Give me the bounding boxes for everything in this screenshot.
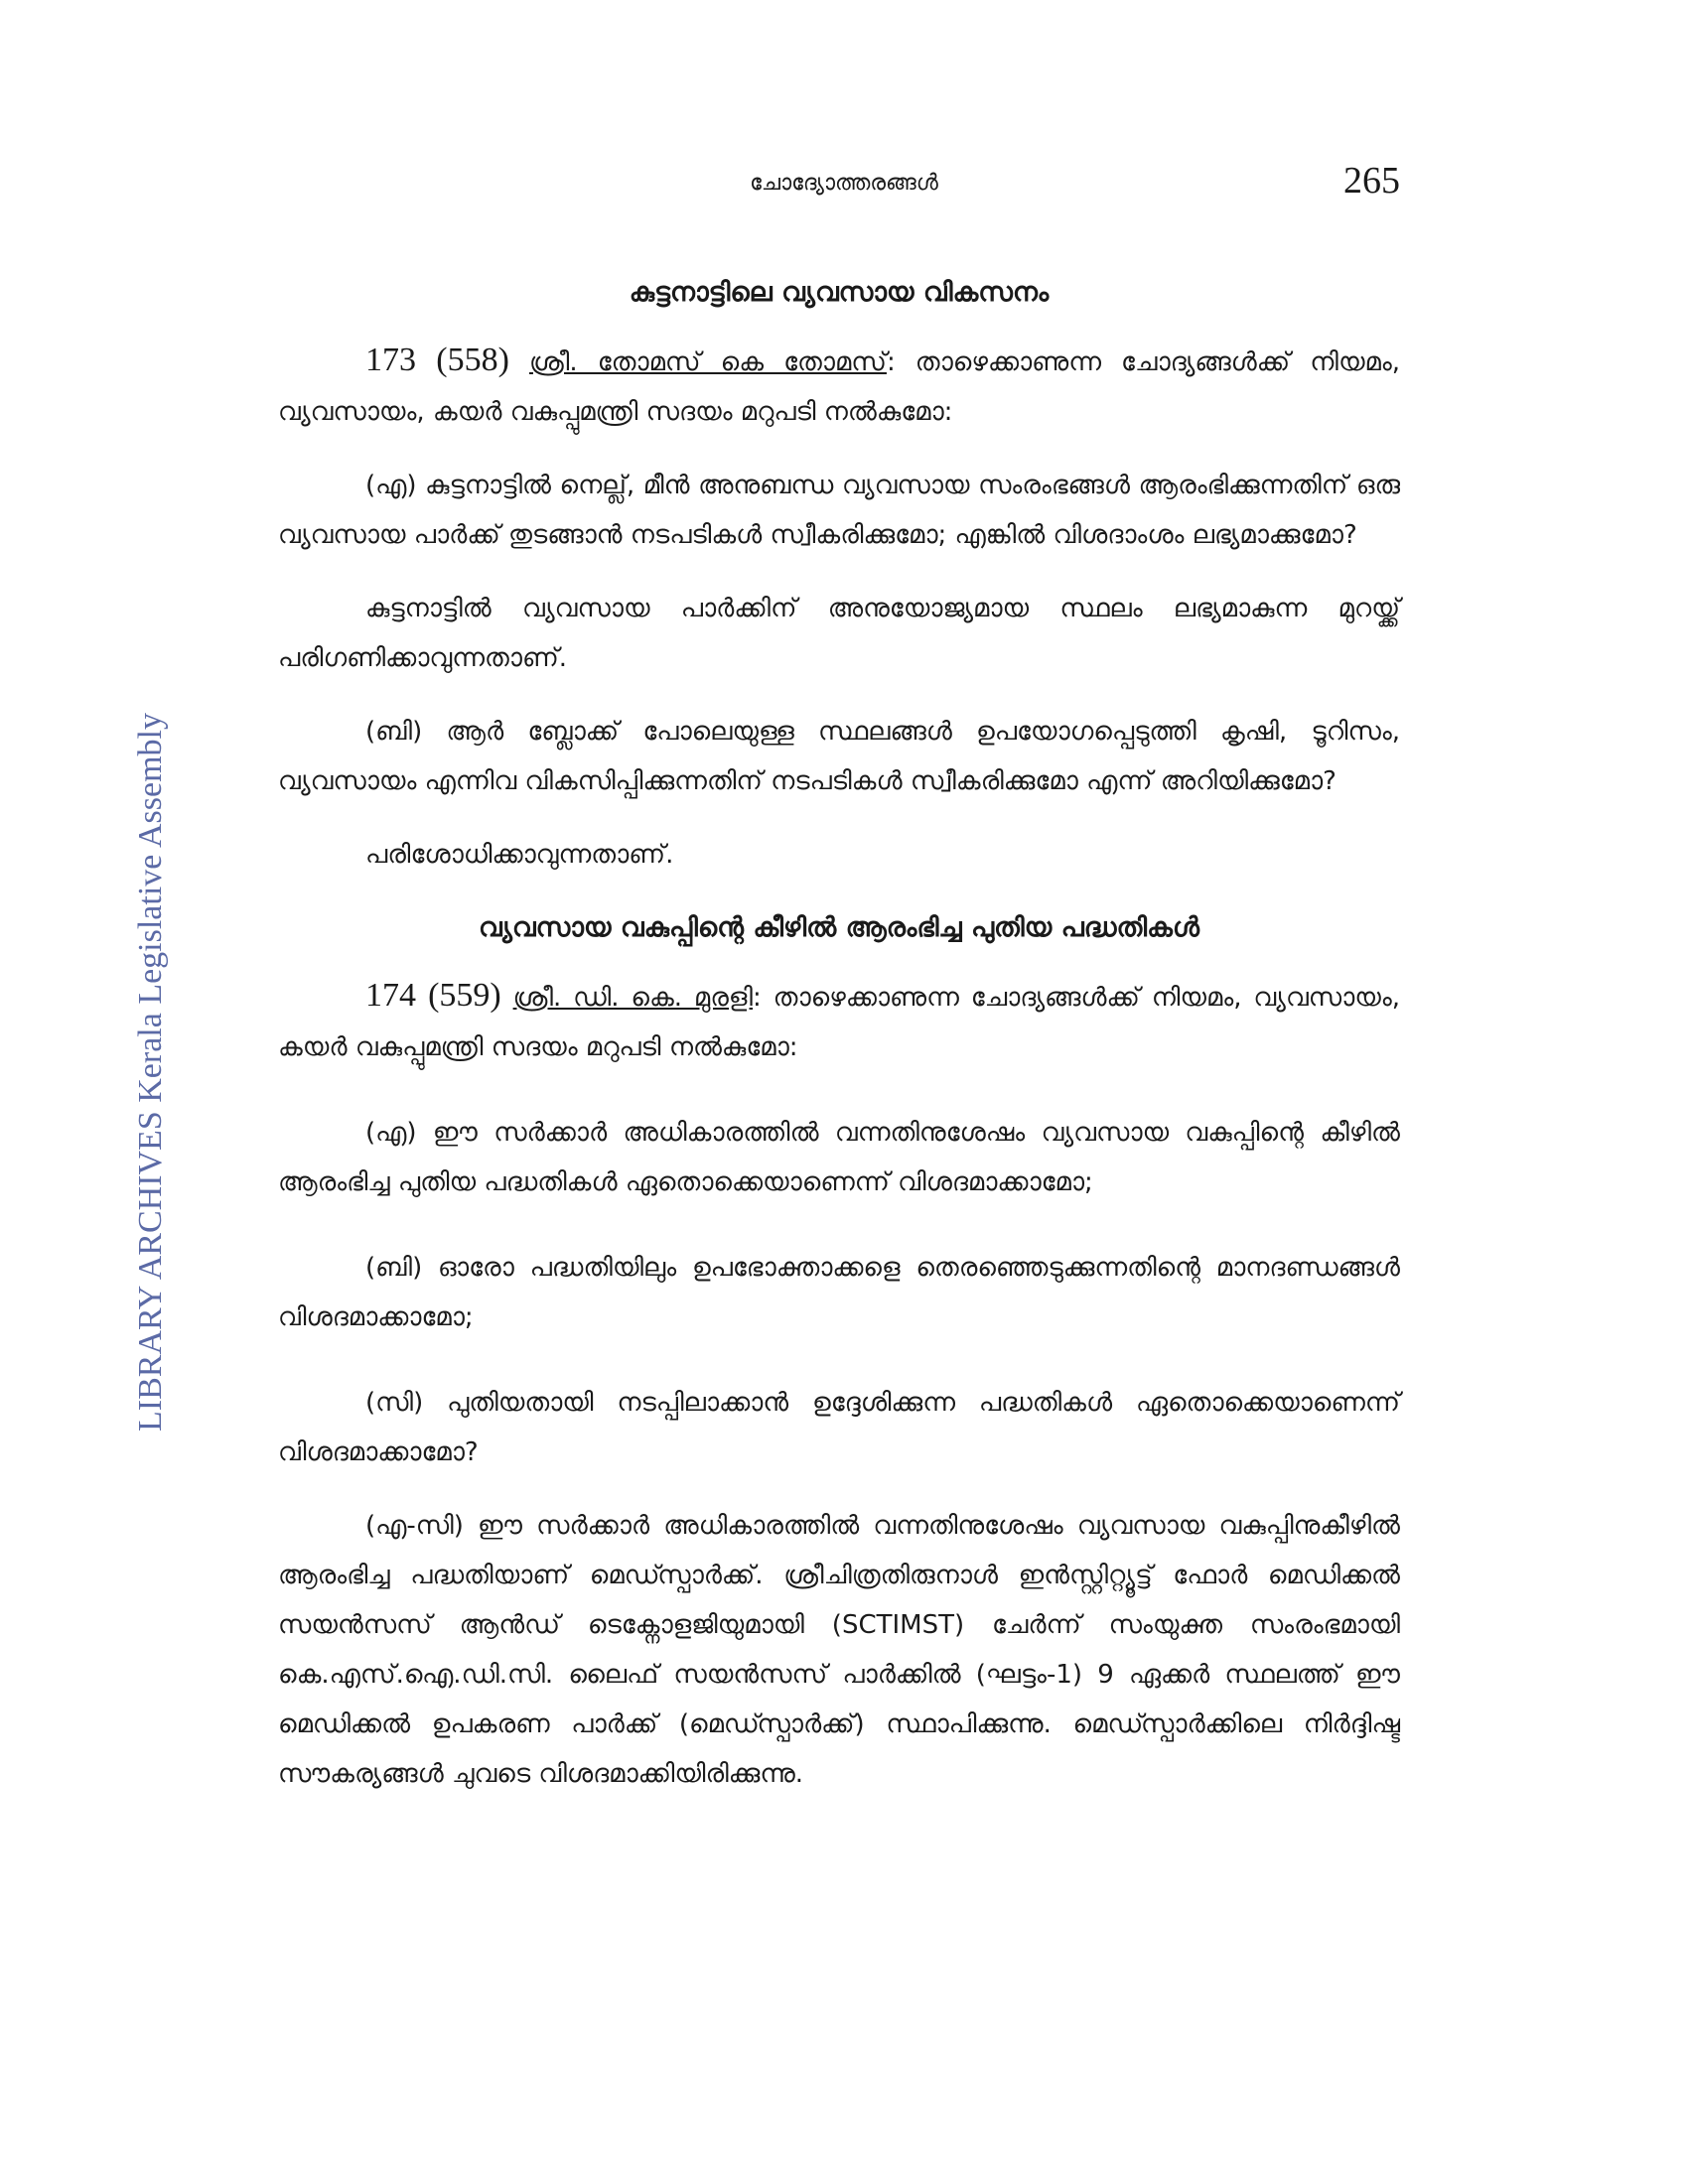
- side-watermark: LIBRARY ARCHIVES Kerala Legislative Assembly: [132, 712, 169, 1433]
- question-intro: [278, 971, 1400, 1072]
- section: [278, 903, 1400, 1799]
- running-header: ചോദ്യോത്തരങ്ങൾ: [750, 171, 938, 196]
- question-number: 173 (558): [365, 341, 509, 378]
- question-intro: [278, 336, 1400, 437]
- answer-part: (എ-സി) ഈ സർക്കാർ അധികാരത്തിൽ വന്നതിനുശേഷം വ്യവസായ വകുപ്പിനുകീഴിൽ ആരംഭിച്ച പദ്ധതിയാണ് മെഡ്സ്പാർക്ക്. ശ്രീചിത്രതിരുനാൾ ഇൻസ്റ്റിറ്റ്യൂട്ട് ഫോർ മെഡിക്കൽ സയൻസസ് ആൻഡ് ടെക്നോളജിയുമായി (SCTIMST) ചേർന്ന് സംയുക്ത സംരംഭമായി കെ.എസ്.ഐ.ഡി.സി. ലൈഫ് സയൻസസ് പാർക്കിൽ (ഘട്ടം-1) 9 ഏക്കർ സ്ഥലത്ത് ഈ മെഡിക്കൽ ഉപകരണ പാർക്ക് (മെഡ്സ്പാർക്ക്) സ്ഥാപിക്കുന്നു. മെഡ്സ്പാർക്കിലെ നിർദ്ദിഷ്ട സൗകര്യങ്ങൾ ചുവടെ വിശദമാക്കിയിരിക്കുന്നു.: [278, 1511, 1400, 1789]
- question-intro-text: : താഴെക്കാണുന്ന ചോദ്യങ്ങൾക്ക് നിയമം, വ്യവസായം, കയർ വകുപ്പുമന്ത്രി സദയം മറുപടി നൽകുമോ:: [278, 983, 1400, 1062]
- question-part: (സി) പുതിയതായി നടപ്പിലാക്കാൻ ഉദ്ദേശിക്കുന്ന പദ്ധതികൾ ഏതൊക്കെയാണെന്ന് വിശദമാക്കാമോ?: [278, 1388, 1400, 1467]
- document-body: [278, 268, 1400, 1823]
- question-number: 174 (559): [365, 977, 501, 1014]
- answer-part: പരിശോധിക്കാവുന്നതാണ്.: [365, 840, 674, 870]
- section: [278, 268, 1400, 880]
- question-part: (എ) കുട്ടനാട്ടിൽ നെല്ല്, മീൻ അനുബന്ധ വ്യവസായ സംരംഭങ്ങൾ ആരംഭിക്കുന്നതിന് ഒരു വ്യവസായ പാർക്ക് തുടങ്ങാൻ നടപടികൾ സ്വീകരിക്കുമോ; എങ്കിൽ വിശദാംശം ലഭ്യമാക്കുമോ?: [278, 471, 1400, 550]
- answer-part: കുട്ടനാട്ടിൽ വ്യവസായ പാർക്കിന് അനുയോജ്യമായ സ്ഥലം ലഭ്യമാകുന്ന മുറയ്ക്ക് പരിഗണിക്കാവുന്നതാണ്.: [278, 594, 1400, 673]
- member-name: ശ്രീ. തോമസ് കെ തോമസ്: [529, 347, 887, 377]
- section-heading: കുട്ടനാട്ടിലെ വ്യവസായ വികസനം: [629, 277, 1050, 308]
- member-name: ശ്രീ. ഡി. കെ. മുരളി: [512, 983, 754, 1013]
- page-number: 265: [1343, 160, 1400, 202]
- question-part: (ബി) ഓരോ പദ്ധതിയിലും ഉപഭോക്താക്കളെ തെരഞ്ഞെടുക്കുന്നതിന്റെ മാനദണ്ഡങ്ങൾ വിശദമാക്കാമോ;: [278, 1253, 1400, 1332]
- question-intro-text: : താഴെക്കാണുന്ന ചോദ്യങ്ങൾക്ക് നിയമം, വ്യവസായം, കയർ വകുപ്പുമന്ത്രി സദയം മറുപടി നൽകുമോ:: [278, 347, 1401, 427]
- question-part: (ബി) ആർ ബ്ലോക്ക് പോലെയുള്ള സ്ഥലങ്ങൾ ഉപയോഗപ്പെടുത്തി കൃഷി, ടൂറിസം, വ്യവസായം എന്നിവ വികസിപ്പിക്കുന്നതിന് നടപടികൾ സ്വീകരിക്കുമോ എന്ന് അറിയിക്കുമോ?: [278, 717, 1400, 796]
- question-part: (എ) ഈ സർക്കാർ അധികാരത്തിൽ വന്നതിനുശേഷം വ്യവസായ വകുപ്പിന്റെ കീഴിൽ ആരംഭിച്ച പുതിയ പദ്ധതികൾ ഏതൊക്കെയാണെന്ന് വിശദമാക്കാമോ;: [278, 1118, 1400, 1197]
- section-heading: വ്യവസായ വകുപ്പിന്റെ കീഴിൽ ആരംഭിച്ച പുതിയ പദ്ധതികൾ: [479, 912, 1199, 943]
